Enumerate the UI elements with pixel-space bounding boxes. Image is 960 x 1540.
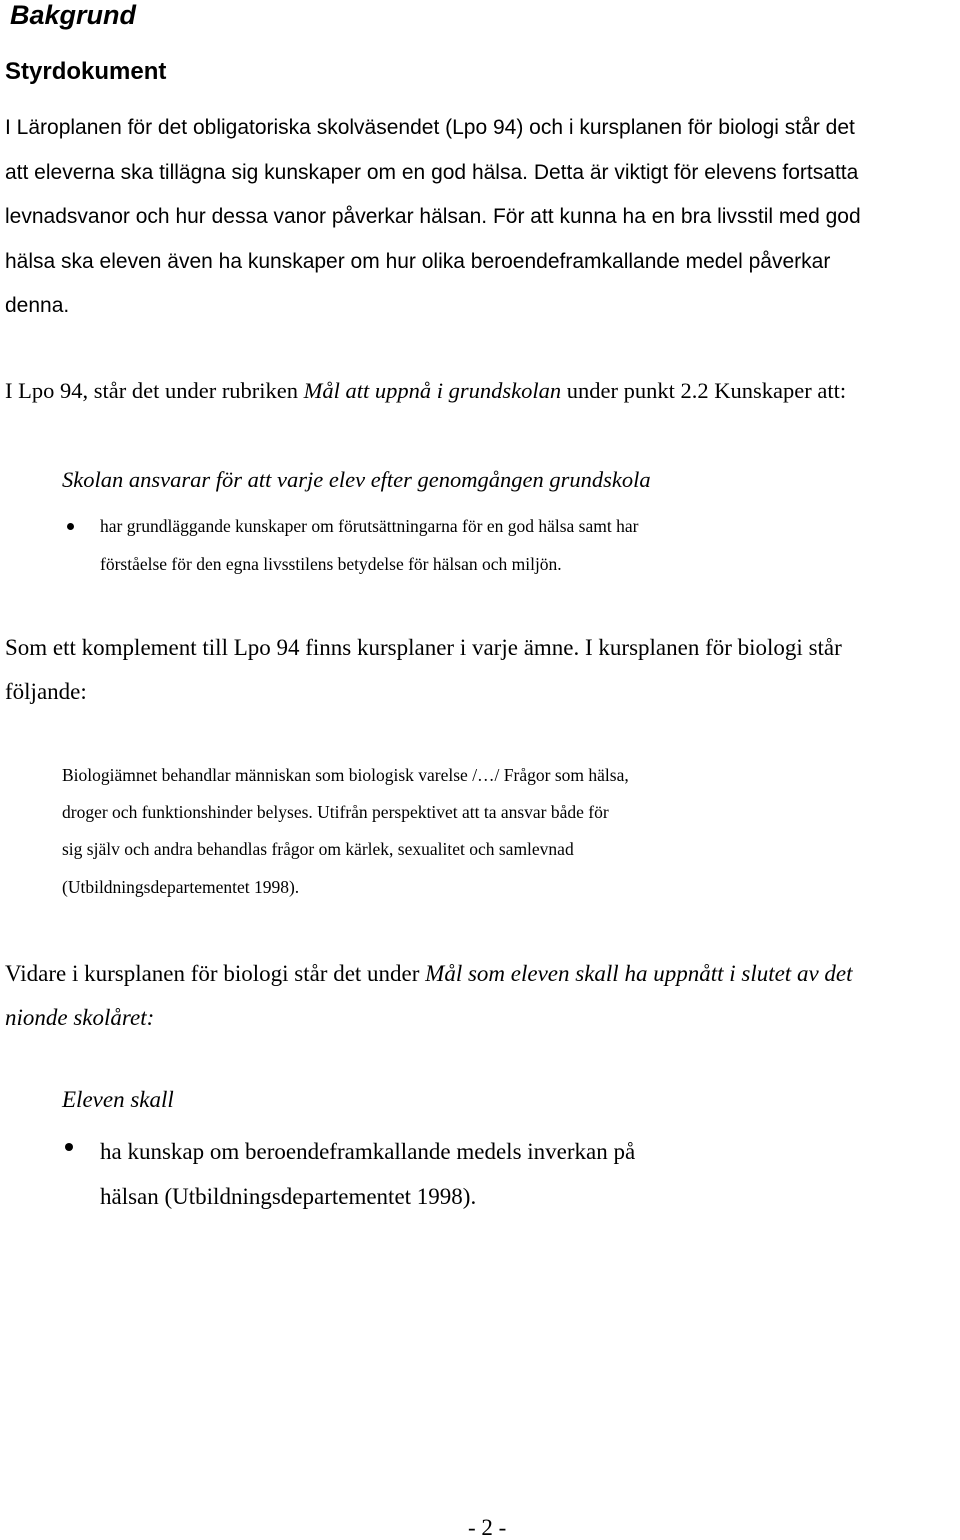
page-number: - 2 - — [468, 1515, 507, 1540]
paragraph-text: Vidare i kursplanen för biologi står det under — [5, 961, 426, 986]
paragraph-text: I Lpo 94, står det under rubriken — [5, 378, 304, 403]
goals-paragraph — [5, 952, 853, 1040]
bullet-line: hälsan (Utbildningsdepartementet 1998). — [100, 1184, 477, 1209]
bullet-icon — [65, 1143, 73, 1151]
quote-line: Biologiämnet behandlar människan som biologisk varelse /…/ Frågor som hälsa, — [62, 765, 629, 785]
block-quote — [62, 757, 629, 906]
bullet-item — [100, 508, 638, 583]
intro-paragraph — [5, 106, 960, 329]
italic-title: Mål som eleven skall ha uppnått i slutet av det — [425, 961, 853, 986]
paragraph-line — [5, 996, 853, 1040]
paragraph-line: följande: — [5, 679, 87, 704]
paragraph-line: hälsa ska eleven även ha kunskaper om hur olika beroendeframkallande medel påverkar — [5, 249, 831, 273]
lpo-paragraph — [5, 376, 846, 406]
section-heading: Bakgrund — [10, 0, 137, 30]
paragraph-line: Som ett komplement till Lpo 94 finns kursplaner i varje ämne. I kursplanen för biologi står — [5, 635, 842, 660]
paragraph-line: att eleverna ska tillägna sig kunskaper om en god hälsa. Detta är viktigt för elevens fortsatta — [5, 160, 859, 184]
quote-line: sig själv och andra behandlas frågor om kärlek, sexualitet och samlevnad — [62, 839, 574, 860]
paragraph-line: I Läroplanen för det obligatoriska skolväsendet (Lpo 94) och i kursplanen för biologi står det — [5, 116, 855, 139]
paragraph-text: under punkt 2.2 Kunskaper att: — [561, 378, 847, 403]
italic-title: nionde skolåret: — [5, 1005, 155, 1030]
paragraph-line: denna. — [5, 294, 70, 317]
bullet-line: ha kunskap om beroendeframkallande medels inverkan på — [100, 1139, 636, 1164]
bullet-item — [100, 1129, 635, 1219]
subsection-heading: Styrdokument — [5, 58, 167, 85]
quote-intro: Eleven skall — [62, 1087, 174, 1112]
paragraph-line — [5, 952, 853, 996]
bullet-line: förståelse för den egna livsstilens betydelse för hälsan och miljön. — [100, 553, 562, 574]
quote-line: (Utbildningsdepartementet 1998). — [62, 876, 300, 897]
italic-title: Mål att uppnå i grundskolan — [303, 378, 562, 403]
kursplan-paragraph — [5, 626, 842, 714]
bullet-icon — [67, 523, 74, 530]
quote-line: droger och funktionshinder belyses. Utifrån perspektivet att ta ansvar både för — [62, 802, 609, 823]
bullet-line: har grundläggande kunskaper om förutsättningarna för en god hälsa samt har — [100, 516, 639, 536]
quote-intro: Skolan ansvarar för att varje elev efter genomgången grundskola — [62, 467, 651, 492]
paragraph-line: levnadsvanor och hur dessa vanor påverkar hälsan. För att kunna ha en bra livsstil med god — [5, 205, 861, 228]
